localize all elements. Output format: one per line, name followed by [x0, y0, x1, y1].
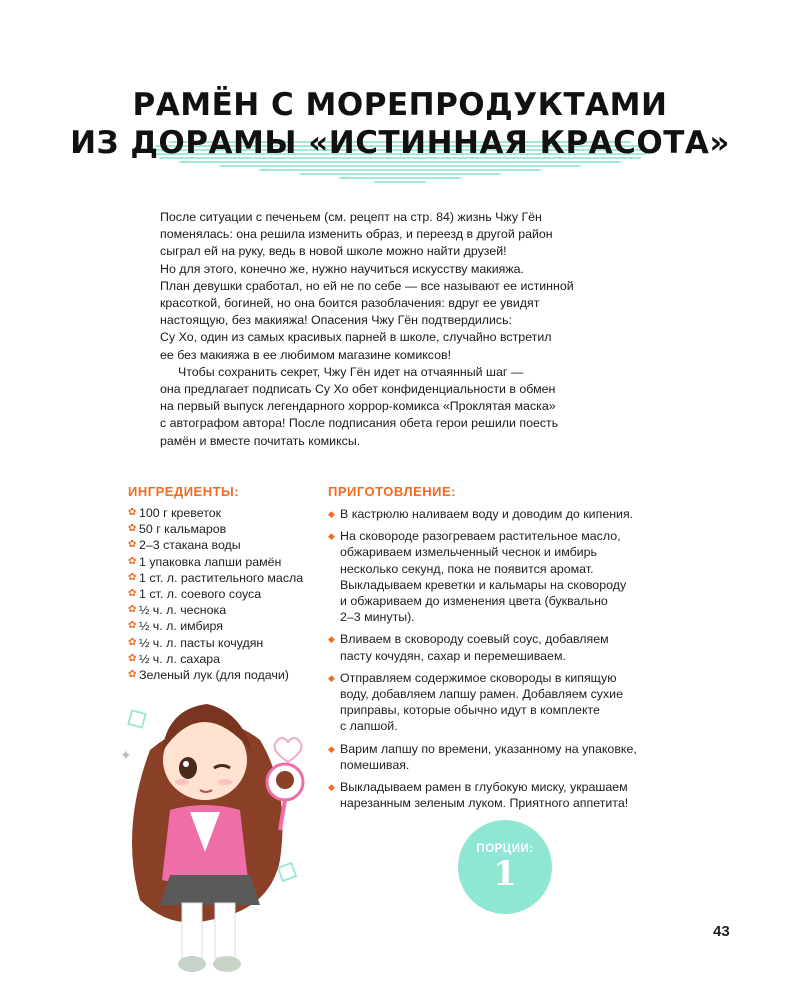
list-item: ✿ 1 ст. л. растительного масла [128, 570, 304, 585]
list-item: ✿ 1 ст. л. соевого соуса [128, 587, 262, 602]
title-line-1: РАМЁН С МОРЕПРОДУКТАМИ [132, 87, 668, 123]
list-item: ✿ ½ ч. л. имбиря [128, 619, 224, 634]
diamond-icon: ◆ [328, 672, 335, 683]
intro-paragraph-2: Чтобы сохранить секрет, Чжу Гён идет на отчаянный шаг — она предлагает подписать Су Хо обет конфиденциальности в обмен на первый выпуск легендарного хоррор-комикса «Проклятая маска» с автографом автора! После подписания обета герои решили поесть рамён и вместе почитать комиксы. [160, 364, 559, 448]
list-item: ✿ 100 г креветок [128, 506, 222, 520]
intro-paragraph-1: После ситуации с печеньем (см. рецепт на стр. 84) жизнь Чжу Гён поменялась: она решила изменить образ, и переезд в другой район сыграл ей на руку, ведь в новой школе можно найти друзей! Но для этого, конечно же, нужно научиться искусству макияжа. План девушки сработал, но ей не по себе — все называют ее истинной красоткой, богиней, но она боится разоблачения: вдруг ее увидят настоящую, без макияжа! Опасения Чжу Гён подтвердились: Су Хо, один из самых красивых парней в школе, случайно встретил ее без макияжа в ее любимом магазине комиксов! [160, 210, 574, 362]
flower-icon: ✿ [128, 523, 137, 535]
list-item: ◆ Отправляем содержимое сковороды в кипящую воду, добавляем лапшу рамен. Добавляем сухие приправы, которые обычно идут в комплекте с лапшой. [328, 670, 623, 734]
diamond-icon: ◆ [328, 634, 335, 645]
flower-icon: ✿ [128, 652, 137, 664]
list-item: ◆ Вливаем в сковороду соевый соус, добавляем пасту кочудян, сахар и перемешиваем. [328, 632, 609, 663]
list-item: ✿ ½ ч. л. чеснока [128, 603, 227, 618]
diamond-icon: ◆ [328, 531, 335, 542]
flower-icon: ✿ [128, 539, 137, 551]
list-item: ◆ Выкладываем рамен в глубокую миску, украшаем нарезанным зеленым луком. Приятного аппетита! [328, 780, 629, 811]
page-number: 43 [713, 923, 730, 940]
list-item: ◆ Варим лапшу по времени, указанному на упаковке, помешивая. [328, 741, 637, 772]
list-item: ✿ ½ ч. л. пасты кочудян [128, 635, 264, 650]
flower-icon: ✿ [128, 571, 137, 583]
flower-icon: ✿ [128, 669, 137, 681]
preparation-steps [328, 506, 658, 817]
diamond-icon: ◆ [328, 782, 335, 793]
ingredients-list [128, 505, 313, 683]
portions-value: 1 [493, 854, 517, 894]
flower-icon: ✿ [128, 604, 137, 616]
list-item: ✿ Зеленый лук (для подачи) [128, 668, 289, 683]
page-title [0, 86, 800, 162]
list-item: ✿ ½ ч. л. сахара [128, 651, 221, 666]
title-line-2: ИЗ ДОРАМЫ «ИСТИННАЯ КРАСОТА» [70, 125, 730, 161]
girl-illustration [110, 690, 320, 980]
flower-icon: ✿ [128, 620, 137, 632]
portions-label: ПОРЦИИ: [476, 843, 534, 855]
list-item: ✿ 1 упаковка лапши рамён [128, 554, 282, 569]
list-item: ✿ 50 г кальмаров [128, 522, 227, 537]
list-item: ◆ На сковороде разогреваем растительное масло, обжариваем измельченный чеснок и имбирь несколько секунд, пока не появится аромат. Выкладываем креветки и кальмары на сковороду и обжариваем до изменения цвета (буквально 2–3 минуты). [328, 529, 627, 625]
list-item: ✿ 2–3 стакана воды [128, 538, 241, 553]
svg-text:✦: ✦ [120, 747, 132, 763]
flower-icon: ✿ [128, 507, 137, 518]
flower-icon: ✿ [128, 588, 137, 600]
portions-badge [458, 820, 552, 914]
diamond-icon: ◆ [328, 743, 335, 754]
diamond-icon: ◆ [328, 509, 335, 519]
intro-text [160, 209, 630, 450]
list-item: ◆ В кастрюлю наливаем воду и доводим до кипения. [328, 507, 634, 521]
ingredients-heading: ИНГРЕДИЕНТЫ: [128, 484, 240, 499]
flower-icon: ✿ [128, 636, 137, 648]
flower-icon: ✿ [128, 555, 137, 567]
preparation-heading: ПРИГОТОВЛЕНИЕ: [328, 484, 456, 499]
